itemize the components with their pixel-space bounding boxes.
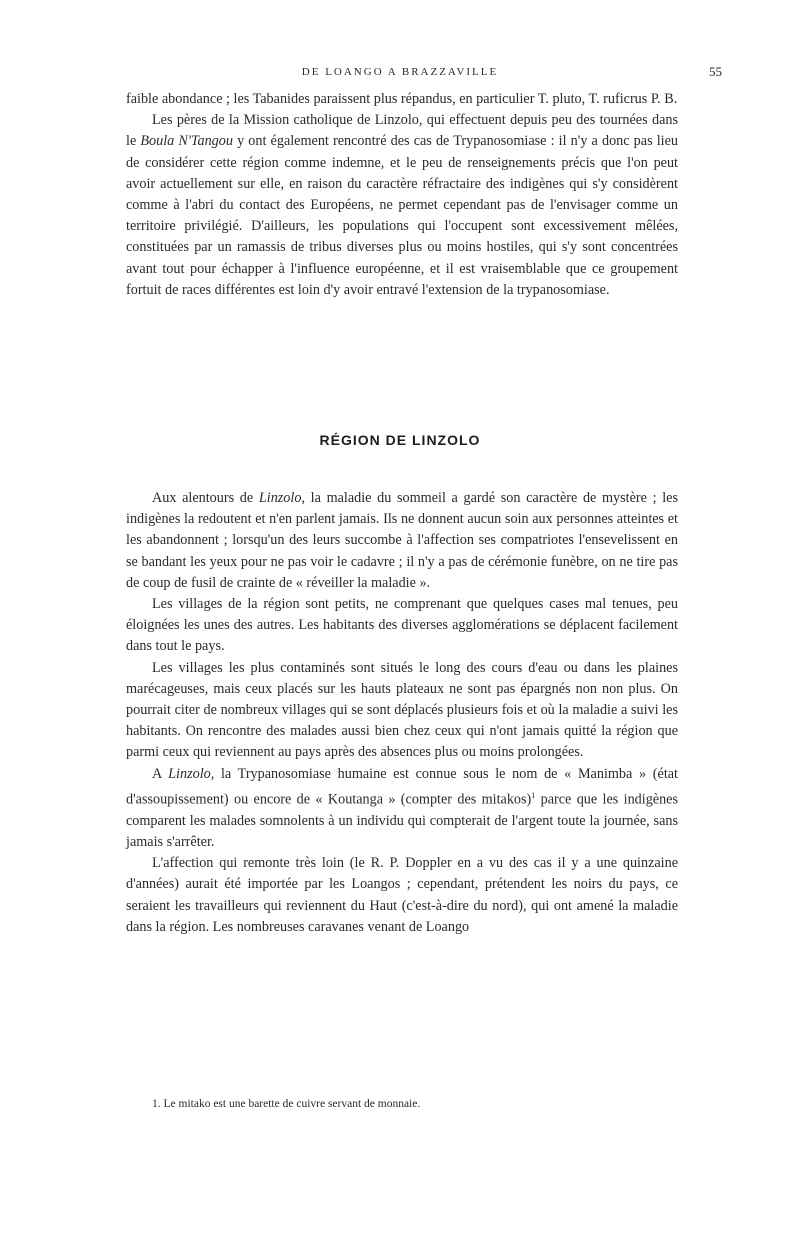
paragraph-3: Les villages les plus contaminés sont situés le long des cours d'eau ou dans les plaines marécageuses, mais ceux placés sur les hauts plateaux ne sont pas épargnés non non plus. On pourrait citer de nombreux villages qui se sont déplacés plusieurs fois et où la maladie a suivi les habitants. On rencontre des malades aussi bien chez ceux qui n'ont jamais quitté la région que parmi ceux qui reviennent au pays après des absences plus ou moins prolongées. — [126, 659, 678, 761]
page-number: 55 — [709, 64, 722, 79]
place-name: Linzolo — [168, 765, 211, 782]
footnote: 1. Le mitako est une barette de cuivre servant de monnaie. — [152, 1098, 421, 1110]
text-block-linzolo — [126, 488, 678, 938]
footnote-ref: 1 — [531, 790, 536, 800]
continuation-paragraph: faible abondance ; les Tabanides paraissent plus répandus, en particulier T. pluto, T. ruficrus P. B. — [126, 91, 678, 107]
paragraph-boula-ntangou: Les pères de la Mission catholique de Linzolo, qui effectuent depuis peu des tournées dans le Boula N'Tangou y ont également rencontré des cas de Trypanosomiase : il n'y a donc pas lieu de considérer cette région comme indemne, et le peu de renseignements précis que l'on peut avoir actuellement sur elle, en raison du caractère réfractaire des indigènes qui s'y considèrent comme à l'abri du contact des Européens, ne permet cependant pas de l'envisager comme un territoire privilégié. D'ailleurs, les populations qui l'occupent sont excessivement mêlées, constituées par un ramassis de tribus diverses plus ou moins hostiles, qui s'y sont concentrées avant tout pour échapper à l'influence européenne, et il est vraisemblable que ce groupement fortuit de races différentes est loin d'y avoir entravé l'extension de la trypanosomiase. — [126, 112, 678, 298]
place-name: Boula N'Tangou — [140, 133, 233, 150]
section-title: RÉGION DE LINZOLO — [319, 432, 481, 448]
paragraph-4: A Linzolo, la Trypanosomiase humaine est connue sous le nom de « Manimba » (état d'assoupissement) ou encore de « Koutanga » (compter des mitakos)$^1$ parce que les indigènes comparent les malades somnolents à un individu qui compterait de l'argent toute la journée, sans jamais s'arrêter. — [126, 765, 679, 850]
text-block-top — [126, 89, 678, 301]
paragraph-1: Aux alentours de Linzolo, la maladie du sommeil a gardé son caractère de mystère ; les indigènes la redoutent et n'en parlent jamais. Ils ne donnent aucun soin aux personnes atteintes et les abandonnent ; lorsqu'un des leurs succombe à l'affection ses compatriotes l'ensevelissent en se bandant les yeux pour ne pas voir le cadavre ; il n'y a pas de cérémonie funèbre, on ne tire pas de coup de fusil de crainte de « réveiller la maladie ». — [126, 490, 678, 591]
place-name: Linzolo — [258, 490, 302, 506]
running-head: DE LOANGO A BRAZZAVILLE — [301, 66, 499, 78]
paragraph-2: Les villages de la région sont petits, ne comprenant que quelques cases mal tenues, peu éloignées les unes des autres. Les habitants des diverses agglomérations se déplacent facilement dans tout le pays. — [126, 596, 678, 655]
page-header — [0, 64, 800, 84]
paragraph-5: L'affection qui remonte très loin (le R. P. Doppler en a vu des cas il y a une quinzaine d'années) aurait été importée par les Loangos ; cependant, prétendent les noirs du pays, ce seraient les travailleurs qui reviennent du Haut (c'est-à-dire du nord), qui ont amené la maladie dans la région. Les nombreuses caravanes venant de Loango — [126, 855, 678, 935]
